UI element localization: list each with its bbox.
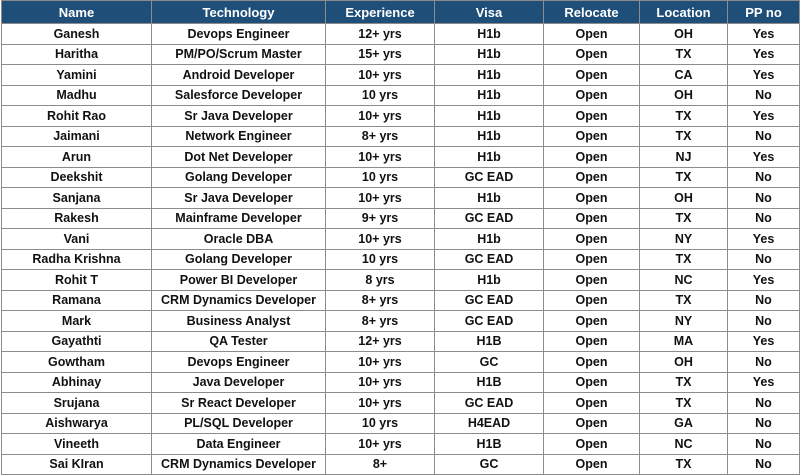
table-row bbox=[2, 126, 800, 147]
cell-visa: H1b bbox=[435, 85, 544, 106]
cell-relocate: Open bbox=[544, 147, 640, 168]
cell-visa: GC EAD bbox=[435, 167, 544, 188]
table-row bbox=[2, 208, 800, 229]
cell-location: NY bbox=[640, 229, 728, 250]
table-row bbox=[2, 65, 800, 86]
cell-location: TX bbox=[640, 249, 728, 270]
cell-pp-no: No bbox=[728, 188, 800, 209]
cell-name: Rakesh bbox=[2, 208, 152, 229]
cell-location: TX bbox=[640, 454, 728, 475]
table-header bbox=[2, 1, 800, 24]
cell-location: NC bbox=[640, 270, 728, 291]
cell-pp-no: No bbox=[728, 208, 800, 229]
cell-pp-no: Yes bbox=[728, 65, 800, 86]
table-row bbox=[2, 434, 800, 455]
cell-technology: CRM Dynamics Developer bbox=[152, 290, 326, 311]
cell-technology: Oracle DBA bbox=[152, 229, 326, 250]
cell-name: Sanjana bbox=[2, 188, 152, 209]
cell-pp-no: No bbox=[728, 167, 800, 188]
table-row bbox=[2, 229, 800, 250]
cell-visa: H1b bbox=[435, 106, 544, 127]
cell-visa: GC EAD bbox=[435, 249, 544, 270]
cell-experience: 10+ yrs bbox=[326, 106, 435, 127]
table-row bbox=[2, 147, 800, 168]
cell-name: Ganesh bbox=[2, 24, 152, 45]
cell-technology: Mainframe Developer bbox=[152, 208, 326, 229]
cell-experience: 10+ yrs bbox=[326, 372, 435, 393]
cell-technology: Sr Java Developer bbox=[152, 188, 326, 209]
cell-visa: H1b bbox=[435, 65, 544, 86]
cell-visa: H1b bbox=[435, 126, 544, 147]
cell-relocate: Open bbox=[544, 167, 640, 188]
cell-name: Gayathti bbox=[2, 331, 152, 352]
cell-pp-no: No bbox=[728, 249, 800, 270]
cell-location: GA bbox=[640, 413, 728, 434]
cell-location: NC bbox=[640, 434, 728, 455]
cell-location: NJ bbox=[640, 147, 728, 168]
table-row bbox=[2, 106, 800, 127]
table-row bbox=[2, 454, 800, 475]
cell-name: Haritha bbox=[2, 44, 152, 65]
cell-name: Mark bbox=[2, 311, 152, 332]
cell-name: Vineeth bbox=[2, 434, 152, 455]
cell-relocate: Open bbox=[544, 126, 640, 147]
cell-relocate: Open bbox=[544, 290, 640, 311]
table-row bbox=[2, 331, 800, 352]
cell-visa: GC bbox=[435, 352, 544, 373]
cell-relocate: Open bbox=[544, 393, 640, 414]
cell-technology: Data Engineer bbox=[152, 434, 326, 455]
cell-name: Gowtham bbox=[2, 352, 152, 373]
cell-location: CA bbox=[640, 65, 728, 86]
cell-technology: CRM Dynamics Developer bbox=[152, 454, 326, 475]
cell-relocate: Open bbox=[544, 311, 640, 332]
cell-pp-no: Yes bbox=[728, 24, 800, 45]
cell-name: Sai KIran bbox=[2, 454, 152, 475]
cell-pp-no: No bbox=[728, 413, 800, 434]
cell-technology: Golang Developer bbox=[152, 249, 326, 270]
cell-experience: 8+ bbox=[326, 454, 435, 475]
cell-experience: 10+ yrs bbox=[326, 229, 435, 250]
cell-experience: 12+ yrs bbox=[326, 331, 435, 352]
cell-name: Yamini bbox=[2, 65, 152, 86]
column-header-name: Name bbox=[2, 1, 152, 24]
cell-experience: 10+ yrs bbox=[326, 352, 435, 373]
column-header-pp-no: PP no bbox=[728, 1, 800, 24]
cell-location: TX bbox=[640, 167, 728, 188]
column-header-experience: Experience bbox=[326, 1, 435, 24]
column-header-visa: Visa bbox=[435, 1, 544, 24]
cell-location: OH bbox=[640, 24, 728, 45]
cell-experience: 12+ yrs bbox=[326, 24, 435, 45]
cell-experience: 10 yrs bbox=[326, 413, 435, 434]
cell-pp-no: Yes bbox=[728, 147, 800, 168]
cell-name: Abhinay bbox=[2, 372, 152, 393]
cell-technology: PM/PO/Scrum Master bbox=[152, 44, 326, 65]
cell-relocate: Open bbox=[544, 229, 640, 250]
cell-visa: H4EAD bbox=[435, 413, 544, 434]
cell-visa: H1b bbox=[435, 188, 544, 209]
column-header-location: Location bbox=[640, 1, 728, 24]
cell-experience: 15+ yrs bbox=[326, 44, 435, 65]
table-body bbox=[2, 24, 800, 475]
cell-technology: Sr React Developer bbox=[152, 393, 326, 414]
cell-location: TX bbox=[640, 372, 728, 393]
cell-pp-no: No bbox=[728, 311, 800, 332]
cell-relocate: Open bbox=[544, 249, 640, 270]
cell-location: TX bbox=[640, 208, 728, 229]
cell-technology: Dot Net Developer bbox=[152, 147, 326, 168]
cell-relocate: Open bbox=[544, 85, 640, 106]
cell-name: Srujana bbox=[2, 393, 152, 414]
cell-technology: Network Engineer bbox=[152, 126, 326, 147]
cell-pp-no: Yes bbox=[728, 44, 800, 65]
cell-relocate: Open bbox=[544, 434, 640, 455]
cell-experience: 8+ yrs bbox=[326, 290, 435, 311]
cell-location: OH bbox=[640, 352, 728, 373]
cell-technology: QA Tester bbox=[152, 331, 326, 352]
cell-experience: 8+ yrs bbox=[326, 311, 435, 332]
cell-experience: 8 yrs bbox=[326, 270, 435, 291]
cell-visa: GC EAD bbox=[435, 311, 544, 332]
cell-pp-no: No bbox=[728, 290, 800, 311]
cell-visa: H1b bbox=[435, 270, 544, 291]
cell-name: Rohit Rao bbox=[2, 106, 152, 127]
cell-location: TX bbox=[640, 290, 728, 311]
cell-location: NY bbox=[640, 311, 728, 332]
cell-pp-no: Yes bbox=[728, 106, 800, 127]
cell-technology: Salesforce Developer bbox=[152, 85, 326, 106]
cell-technology: PL/SQL Developer bbox=[152, 413, 326, 434]
cell-relocate: Open bbox=[544, 331, 640, 352]
cell-visa: GC EAD bbox=[435, 393, 544, 414]
cell-visa: H1b bbox=[435, 229, 544, 250]
table-row bbox=[2, 270, 800, 291]
header-row bbox=[2, 1, 800, 24]
cell-technology: Devops Engineer bbox=[152, 352, 326, 373]
cell-pp-no: No bbox=[728, 126, 800, 147]
cell-technology: Business Analyst bbox=[152, 311, 326, 332]
cell-location: TX bbox=[640, 393, 728, 414]
cell-experience: 10+ yrs bbox=[326, 434, 435, 455]
table-row bbox=[2, 188, 800, 209]
table-row bbox=[2, 249, 800, 270]
cell-technology: Sr Java Developer bbox=[152, 106, 326, 127]
cell-experience: 10+ yrs bbox=[326, 188, 435, 209]
cell-relocate: Open bbox=[544, 454, 640, 475]
cell-name: Vani bbox=[2, 229, 152, 250]
cell-pp-no: No bbox=[728, 85, 800, 106]
table-row bbox=[2, 44, 800, 65]
column-header-technology: Technology bbox=[152, 1, 326, 24]
cell-pp-no: No bbox=[728, 454, 800, 475]
table-row bbox=[2, 352, 800, 373]
table-row bbox=[2, 290, 800, 311]
cell-relocate: Open bbox=[544, 352, 640, 373]
cell-visa: H1B bbox=[435, 372, 544, 393]
cell-experience: 9+ yrs bbox=[326, 208, 435, 229]
cell-name: Jaimani bbox=[2, 126, 152, 147]
candidates-table bbox=[1, 0, 800, 475]
cell-visa: GC EAD bbox=[435, 290, 544, 311]
table-row bbox=[2, 85, 800, 106]
cell-name: Arun bbox=[2, 147, 152, 168]
cell-visa: GC bbox=[435, 454, 544, 475]
cell-visa: H1B bbox=[435, 434, 544, 455]
cell-relocate: Open bbox=[544, 413, 640, 434]
cell-visa: H1b bbox=[435, 44, 544, 65]
cell-name: Rohit T bbox=[2, 270, 152, 291]
cell-visa: H1b bbox=[435, 24, 544, 45]
cell-experience: 10+ yrs bbox=[326, 147, 435, 168]
cell-pp-no: Yes bbox=[728, 331, 800, 352]
cell-relocate: Open bbox=[544, 372, 640, 393]
cell-experience: 10 yrs bbox=[326, 167, 435, 188]
cell-pp-no: Yes bbox=[728, 229, 800, 250]
cell-visa: H1b bbox=[435, 147, 544, 168]
cell-relocate: Open bbox=[544, 188, 640, 209]
cell-visa: GC EAD bbox=[435, 208, 544, 229]
cell-technology: Android Developer bbox=[152, 65, 326, 86]
cell-pp-no: No bbox=[728, 434, 800, 455]
cell-pp-no: No bbox=[728, 352, 800, 373]
cell-name: Deekshit bbox=[2, 167, 152, 188]
cell-name: Madhu bbox=[2, 85, 152, 106]
table-row bbox=[2, 167, 800, 188]
cell-experience: 10 yrs bbox=[326, 249, 435, 270]
table-row bbox=[2, 413, 800, 434]
cell-visa: H1B bbox=[435, 331, 544, 352]
cell-pp-no: Yes bbox=[728, 372, 800, 393]
cell-name: Aishwarya bbox=[2, 413, 152, 434]
table-row bbox=[2, 311, 800, 332]
cell-pp-no: No bbox=[728, 393, 800, 414]
table-row bbox=[2, 393, 800, 414]
cell-relocate: Open bbox=[544, 65, 640, 86]
cell-pp-no: Yes bbox=[728, 270, 800, 291]
table-row bbox=[2, 24, 800, 45]
cell-location: TX bbox=[640, 126, 728, 147]
cell-technology: Golang Developer bbox=[152, 167, 326, 188]
cell-relocate: Open bbox=[544, 270, 640, 291]
cell-technology: Java Developer bbox=[152, 372, 326, 393]
cell-technology: Power BI Developer bbox=[152, 270, 326, 291]
cell-location: MA bbox=[640, 331, 728, 352]
cell-relocate: Open bbox=[544, 24, 640, 45]
cell-location: TX bbox=[640, 106, 728, 127]
table-row bbox=[2, 372, 800, 393]
cell-location: OH bbox=[640, 188, 728, 209]
cell-name: Ramana bbox=[2, 290, 152, 311]
cell-experience: 10+ yrs bbox=[326, 65, 435, 86]
cell-location: OH bbox=[640, 85, 728, 106]
cell-relocate: Open bbox=[544, 106, 640, 127]
cell-name: Radha Krishna bbox=[2, 249, 152, 270]
cell-location: TX bbox=[640, 44, 728, 65]
cell-relocate: Open bbox=[544, 208, 640, 229]
cell-experience: 10 yrs bbox=[326, 85, 435, 106]
cell-experience: 10+ yrs bbox=[326, 393, 435, 414]
cell-experience: 8+ yrs bbox=[326, 126, 435, 147]
column-header-relocate: Relocate bbox=[544, 1, 640, 24]
cell-technology: Devops Engineer bbox=[152, 24, 326, 45]
cell-relocate: Open bbox=[544, 44, 640, 65]
